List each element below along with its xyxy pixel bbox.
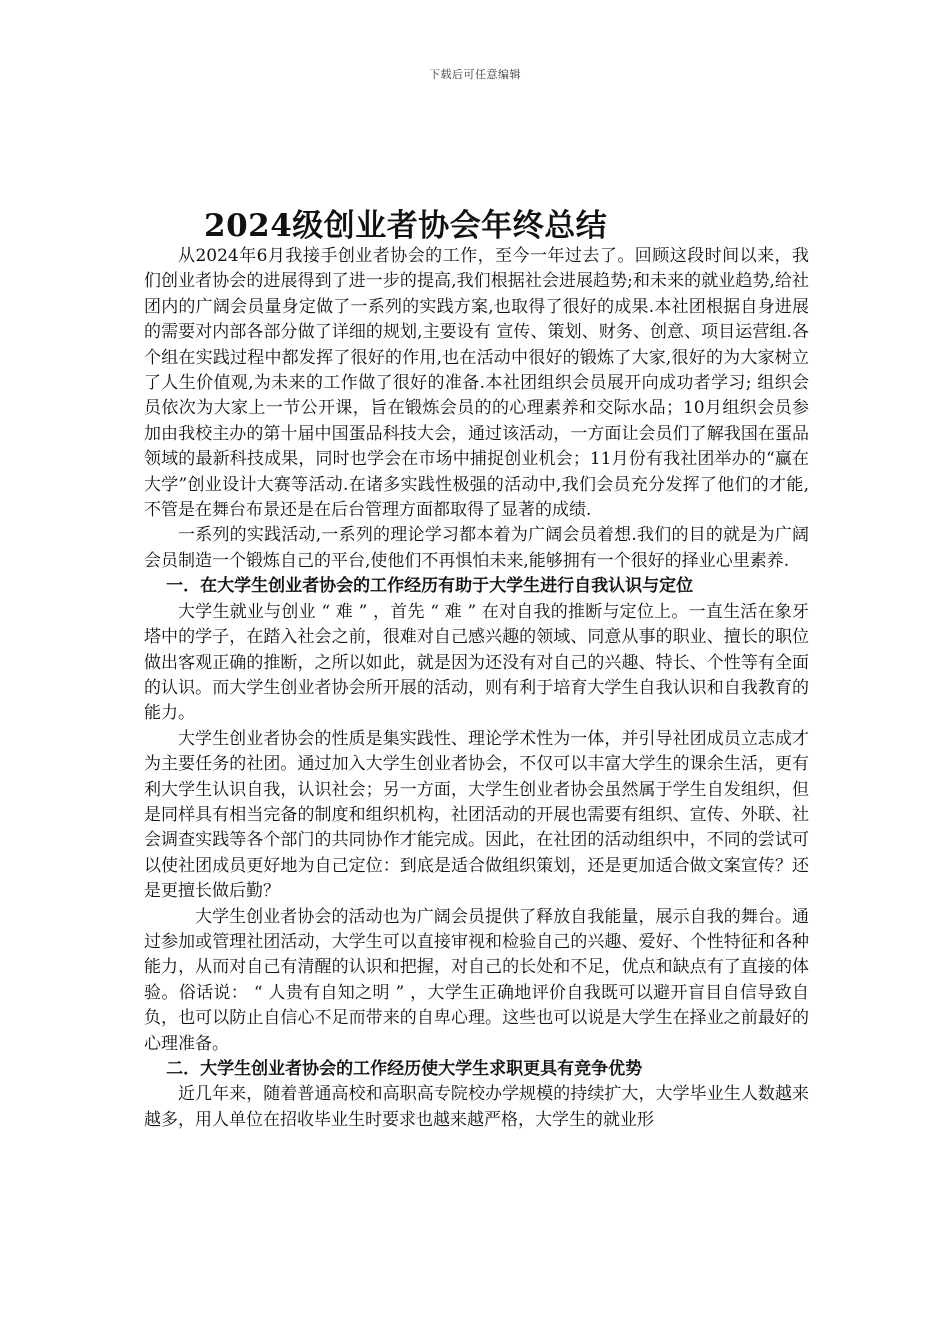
paragraph-intro: 从2024年6月我接手创业者协会的工作，至今一年过去了。回顾这段时间以来，我们创业者协会的进展得到了进一步的提高,我们根据社会进展趋势;和未来的就业趋势,给社团内的广阔会员量身定做了一系列的实践方案,也取得了很好的成果.本社团根据自身进展的需要对内部各部分做了详细的规划,主要设有 宣传、策划、财务、创意、项目运营组.各个组在实践过程中都发挥了很好的作用,也在活动中很好的锻炼了大家,很好的为大家树立了人生价值观,为未来的工作做了很好的准备.本社团组织会员展开向成功者学习; 组织会员依次为大家上一节公开课，旨在锻炼会员的的心理素养和交际水品；10月组织会员参加由我校主办的第十届中国蛋品科技大会，通过该活动，一方面让会员们了解我国在蛋品领域的最新科技成果，同时也学会在市场中捕捉创业机会；11月份有我社团举办的“赢在大学”创业设计大赛等活动.在诸多实践性极强的活动中,我们会员充分发挥了他们的才能,不管是在舞台布景还是在后台管理方面都取得了显著的成绩.	[144, 246, 809, 521]
section-heading-1: 一．在大学生创业者协会的工作经历有助于大学生进行自我认识与定位	[166, 576, 694, 597]
paragraph-association-nature: 大学生创业者协会的性质是集实践性、理论学术性为一体，并引导社团成员立志成才为主要任务的社团。通过加入大学生创业者协会，不仅可以丰富大学生的课余生活，更有利大学生认识自我，认识社会；另一方面，大学生创业者协会虽然属于学生自发组织，但是同样具有相当完备的制度和组织机构，社团活动的开展也需要有组织、宣传、外联、社会调查实践等各个部门的共同协作才能完成。因此，在社团的活动组织中，不同的尝试可以使社团成员更好地为自己定位：到底是适合做组织策划，还是更加适合做文案宣传？还是更擅长做后勤？	[144, 728, 809, 902]
paragraph-stage: 大学生创业者协会的活动也为广阔会员提供了释放自我能量，展示自我的舞台。通过参加或管理社团活动，大学生可以直接审视和检验自己的兴趣、爱好、个性特征和各种能力，从而对自己有清醒的认识和把握，对自己的长处和不足，优点和缺点有了直接的体验。俗话说： “ 人贵有自知之明 ” ，大学生正确地评价自我既可以避开盲目自信导致自负，也可以防止自信心不足而带来的自卑心理。这些也可以说是大学生在择业之前最好的心理准备。	[144, 906, 809, 1054]
document-body	[144, 244, 809, 1133]
paragraph-self-recognition: 大学生就业与创业 “ 难 ” ，首先 “ 难 ” 在对自我的推断与定位上。一直生活在象牙塔中的学子，在踏入社会之前，很难对自己感兴趣的领域、同意从事的职业、擅长的职位做出客观正确的推断，之所以如此，就是因为还没有对自己的兴趣、特长、个性等有全面的认识。而大学生创业者协会所开展的活动，则有利于培育大学生自我认识和自我教育的能力。	[144, 601, 809, 724]
document-title: 2024级创业者协会年终总结	[204, 208, 608, 244]
section-heading-2: 二．大学生创业者协会的工作经历使大学生求职更具有竞争优势	[166, 1059, 643, 1079]
paragraph-employment: 近几年来，随着普通高校和高职高专院校办学规模的持续扩大，大学毕业生人数越来越多，用人单位在招收毕业生时要求也越来越严格，大学生的就业形	[144, 1084, 809, 1130]
header-note: 下载后可任意编辑	[429, 68, 521, 81]
paragraph-purpose: 一系列的实践活动,一系列的理论学习都本着为广阔会员着想.我们的目的就是为广阔会员制造一个锻炼自己的平台,使他们不再惧怕未来,能够拥有一个很好的择业心里素养.	[144, 525, 809, 571]
